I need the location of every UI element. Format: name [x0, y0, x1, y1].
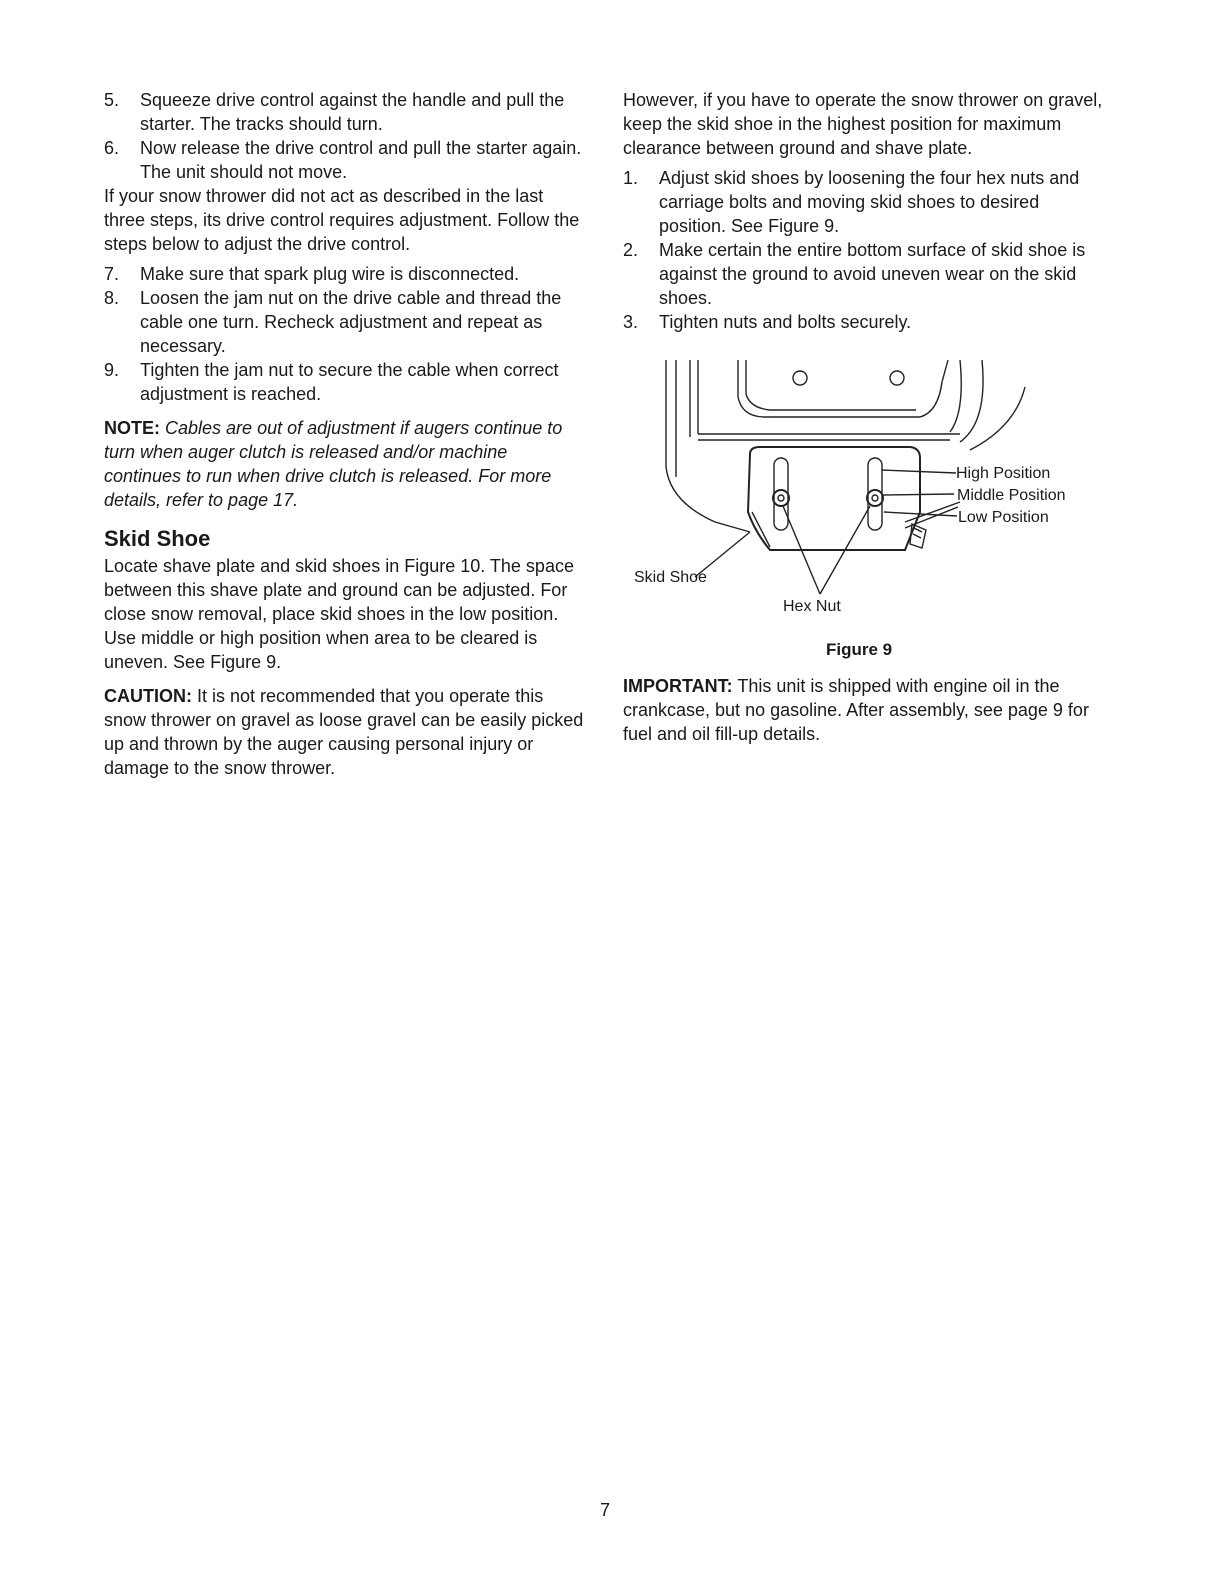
step-9 — [104, 358, 588, 406]
step-number: 9. — [104, 360, 120, 380]
caution-paragraph — [104, 684, 588, 780]
step-number: 2. — [623, 240, 639, 260]
step-number: 8. — [104, 288, 120, 308]
gravel-paragraph: However, if you have to operate the snow thrower on gravel, keep the skid shoe in the highest position for maximum clearance between ground and shave plate. — [623, 90, 1103, 158]
step-number: 3. — [623, 312, 639, 332]
left-column — [104, 88, 588, 780]
step-7 — [104, 262, 588, 286]
step-8 — [104, 286, 588, 358]
important-paragraph — [623, 674, 1109, 746]
step-number: 7. — [104, 264, 120, 284]
step-text: Tighten nuts and bolts securely. — [659, 312, 912, 332]
step-5 — [104, 88, 588, 136]
important-text: This unit is shipped with engine oil in the crankcase, but no gasoline. After assembly, see page 9 for fuel and oil fill-up details. — [623, 676, 1089, 744]
hex-nut-label: Hex Nut — [783, 598, 841, 615]
step-text: Tighten the jam nut to secure the cable when correct adjustment is reached. — [140, 360, 559, 404]
high-position-label: High Position — [956, 465, 1051, 482]
figure-caption: Figure 9 — [826, 640, 893, 659]
step-3 — [623, 310, 1109, 334]
step-1 — [623, 166, 1109, 238]
caution-text: It is not recommended that you operate this snow thrower on gravel as loose gravel can be easily picked up and thrown by the auger causing personal injury or damage to the snow thrower. — [104, 686, 584, 778]
drive-control-paragraph: If your snow thrower did not act as described in the last three steps, its drive control requires adjustment. Follow the steps below to adjust the drive control. — [104, 186, 580, 254]
skid-shoe-paragraph: Locate shave plate and skid shoes in Figure 10. The space between this shave plate and ground can be adjusted. For close snow removal, place skid shoes in the low position. Use middle or high position when area to be cleared is uneven. See Figure 9. — [104, 556, 574, 672]
step-text: Make certain the entire bottom surface of skid shoe is against the ground to avoid uneven wear on the skid shoes. — [659, 240, 1086, 308]
figure-9 — [620, 352, 1120, 622]
note-text: Cables are out of adjustment if augers continue to turn when auger clutch is released and/or machine continues to run when drive clutch is released. For more details, refer to page 17. — [104, 418, 563, 510]
step-text: Squeeze drive control against the handle and pull the starter. The tracks should turn. — [140, 90, 565, 134]
note-paragraph — [104, 416, 588, 512]
note-label: NOTE: — [104, 418, 160, 438]
step-text: Adjust skid shoes by loosening the four hex nuts and carriage bolts and moving skid shoes to desired position. See Figure 9. — [659, 168, 1080, 236]
step-text: Make sure that spark plug wire is disconnected. — [140, 264, 520, 284]
right-column — [623, 88, 1109, 334]
step-number: 6. — [104, 138, 120, 158]
step-text: Loosen the jam nut on the drive cable and thread the cable one turn. Recheck adjustment and repeat as necessary. — [140, 288, 562, 356]
important-label: IMPORTANT: — [623, 676, 733, 696]
step-2 — [623, 238, 1109, 310]
step-6 — [104, 136, 588, 184]
step-text: Now release the drive control and pull the starter again. The unit should not move. — [140, 138, 582, 182]
low-position-label: Low Position — [958, 509, 1049, 526]
skid-shoe-label: Skid Shoe — [634, 569, 707, 586]
important-block — [623, 674, 1109, 746]
section-heading: Skid Shoe — [104, 526, 211, 551]
step-number: 5. — [104, 90, 120, 110]
page-number: 7 — [600, 1500, 611, 1520]
middle-position-label: Middle Position — [957, 487, 1066, 504]
step-number: 1. — [623, 168, 639, 188]
caution-label: CAUTION: — [104, 686, 192, 706]
